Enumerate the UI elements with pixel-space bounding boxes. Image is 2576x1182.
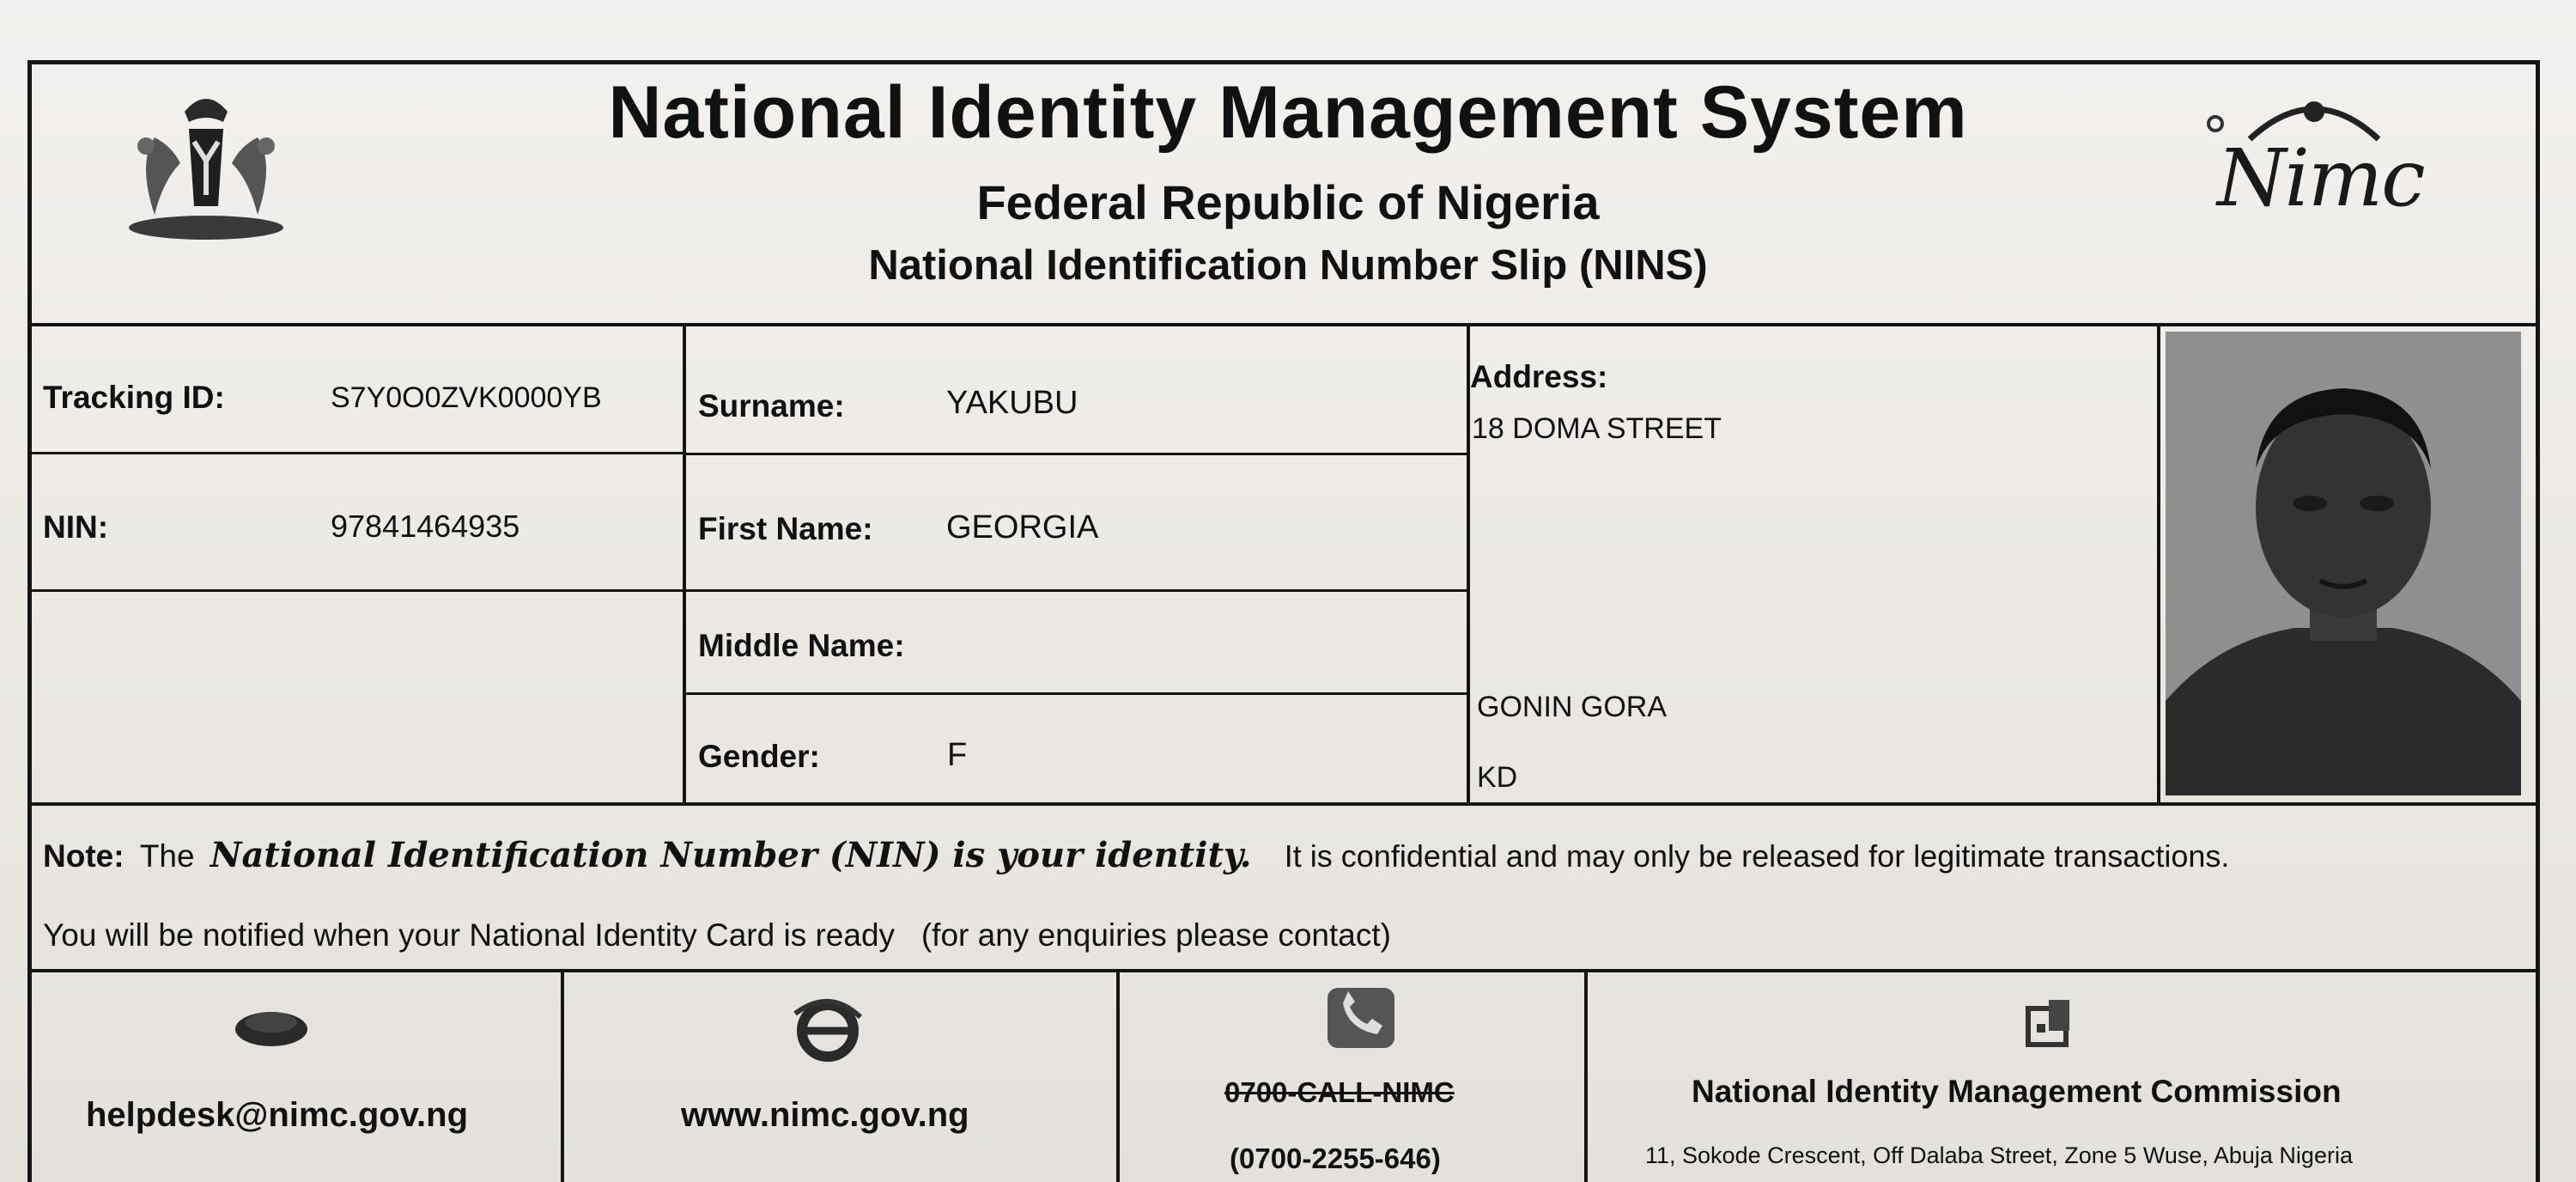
- middle-name-label: Middle Name:: [698, 628, 905, 663]
- row-divider-nin: [27, 589, 686, 592]
- first-name-label: First Name:: [698, 511, 873, 546]
- contact-divider-2: [1116, 971, 1120, 1182]
- frame-left-border: [27, 60, 32, 1182]
- header-divider: [27, 323, 2540, 326]
- surname-label: Surname:: [698, 388, 845, 423]
- info-section-divider: [27, 802, 2540, 806]
- website-text[interactable]: www.nimc.gov.ng: [681, 1096, 969, 1134]
- contact-divider-3: [1584, 971, 1588, 1182]
- row-divider-firstname: [686, 589, 1467, 592]
- email-text[interactable]: helpdesk@nimc.gov.ng: [86, 1096, 468, 1134]
- frame-top-border: [27, 60, 2540, 64]
- nin-label: NIN:: [43, 509, 109, 545]
- note-line-1: [43, 835, 2229, 875]
- col-divider-2: [1467, 326, 1470, 803]
- note-section-divider: [27, 969, 2540, 972]
- slip-title: National Identification Number Slip (NINS): [868, 242, 1708, 289]
- phone-label: 0700-CALL-NIMC: [1224, 1076, 1455, 1108]
- logo-text: Nimc: [2217, 132, 2424, 224]
- address-label: Address:: [1470, 359, 1608, 394]
- row-divider-middlename: [686, 692, 1467, 695]
- tracking-id-label: Tracking ID:: [43, 380, 225, 415]
- holder-photo: [2166, 332, 2521, 795]
- note-rest: It is confidential and may only be released for legitimate transactions.: [1284, 838, 2230, 874]
- address-line-1: 18 DOMA STREET: [1472, 412, 1722, 445]
- address-line-3: KD: [1477, 761, 1518, 794]
- row-divider-surname: [686, 453, 1467, 455]
- nimc-logo-icon: [2198, 79, 2430, 225]
- frame-right-border: [2536, 60, 2540, 1182]
- note-emphasis: National Identification Number (NIN) is your identity.: [210, 835, 1252, 875]
- address-line-2: GONIN GORA: [1477, 691, 1668, 723]
- org-address: 11, Sokode Crescent, Off Dalaba Street, Zone 5 Wuse, Abuja Nigeria: [1645, 1142, 2353, 1168]
- row-divider-tracking: [27, 452, 686, 454]
- col-divider-3: [2157, 326, 2160, 803]
- page-title: National Identity Management System: [608, 71, 1968, 154]
- tracking-id-value: S7Y0O0ZVK0000YB: [331, 381, 602, 414]
- gender-label: Gender:: [698, 739, 820, 774]
- nin-value: 97841464935: [331, 509, 520, 544]
- note-prefix: Note:: [43, 838, 125, 874]
- org-name: National Identity Management Commission: [1692, 1074, 2342, 1109]
- page-subtitle: Federal Republic of Nigeria: [976, 175, 1600, 229]
- col-divider-1: [683, 326, 686, 803]
- phone-number[interactable]: (0700-2255-646): [1230, 1142, 1441, 1174]
- browser-icon: [792, 996, 864, 1062]
- note-line-2: You will be notified when your National Identity Card is ready (for any enquiries please contact): [43, 917, 1391, 953]
- first-name-value: GEORGIA: [946, 509, 1099, 545]
- phone-icon: [1326, 986, 1396, 1050]
- surname-value: YAKUBU: [946, 385, 1078, 421]
- contact-divider-1: [561, 971, 564, 1182]
- gender-value: F: [947, 737, 968, 773]
- building-icon: [2023, 996, 2078, 1048]
- note-the: The: [139, 838, 195, 874]
- email-icon: [230, 1003, 313, 1051]
